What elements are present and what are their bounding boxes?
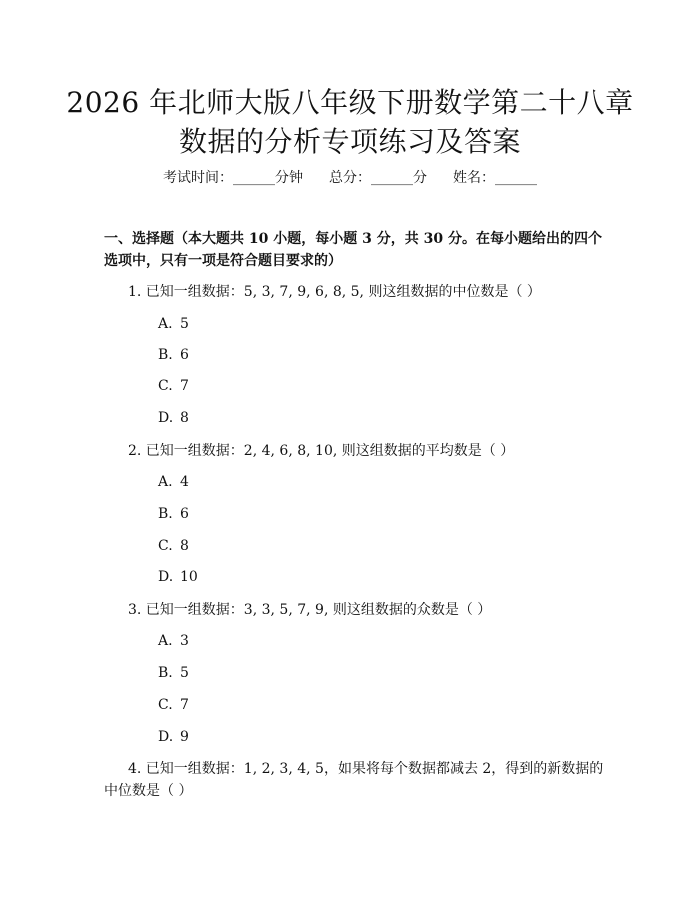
option-letter: C. [158,697,173,713]
option-letter: B. [158,665,173,681]
option-text: 3 [180,633,189,649]
exam-score-label: 总分：______分 [329,170,427,186]
question-1-option-b [158,345,189,365]
option-letter: A. [158,633,173,649]
question-3-option-b [158,663,189,683]
option-letter: C. [158,378,173,394]
exam-info [0,168,700,188]
question-2-option-c [158,536,189,556]
question-3-option-a [158,631,189,651]
option-text: 7 [180,697,189,713]
option-letter: C. [158,538,173,554]
question-2-option-a [158,472,189,492]
question-4-stem: 4. 已知一组数据：1, 2, 3, 4, 5，如果将每个数据都减去 2，得到的新数据的中位数是（ ） [104,761,604,799]
exam-time-label: 考试时间：______分钟 [163,170,303,186]
question-1-stem: 1. 已知一组数据：5, 3, 7, 9, 6, 8, 5, 则这组数据的中位数是（ ） [128,284,541,300]
option-text: 9 [180,729,189,745]
question-1-option-d [158,408,189,428]
option-letter: D. [158,729,174,745]
question-2-option-b [158,504,189,524]
option-text: 6 [180,347,189,363]
option-text: 8 [180,538,189,554]
option-text: 10 [180,569,198,585]
option-letter: B. [158,347,173,363]
question-2-stem: 2. 已知一组数据：2, 4, 6, 8, 10, 则这组数据的平均数是（ ） [128,443,515,459]
option-letter: A. [158,316,173,332]
option-letter: D. [158,569,174,585]
question-1-option-c [158,376,189,396]
option-text: 5 [180,665,189,681]
option-text: 7 [180,378,189,394]
question-3-option-c [158,695,189,715]
option-letter: B. [158,506,173,522]
option-letter: D. [158,410,174,426]
question-2-option-d [158,567,198,587]
question-3-stem: 3. 已知一组数据：3, 3, 5, 7, 9, 则这组数据的众数是（ ） [128,602,492,618]
option-text: 8 [180,410,189,426]
document-title-line1: 2026 年北师大版八年级下册数学第二十八章 [66,86,634,119]
option-text: 6 [180,506,189,522]
option-text: 4 [180,474,189,490]
exam-name-label: 姓名：______ [453,170,537,186]
option-text: 5 [180,316,189,332]
question-1-option-a [158,314,189,334]
question-3-option-d [158,727,189,747]
section1-header: 一、选择题（本大题共 10 小题，每小题 3 分，共 30 分。在每小题给出的四个选项中，只有一项是符合题目要求的） [104,231,602,269]
document-title-line2: 数据的分析专项练习及答案 [178,125,521,158]
option-letter: A. [158,474,173,490]
